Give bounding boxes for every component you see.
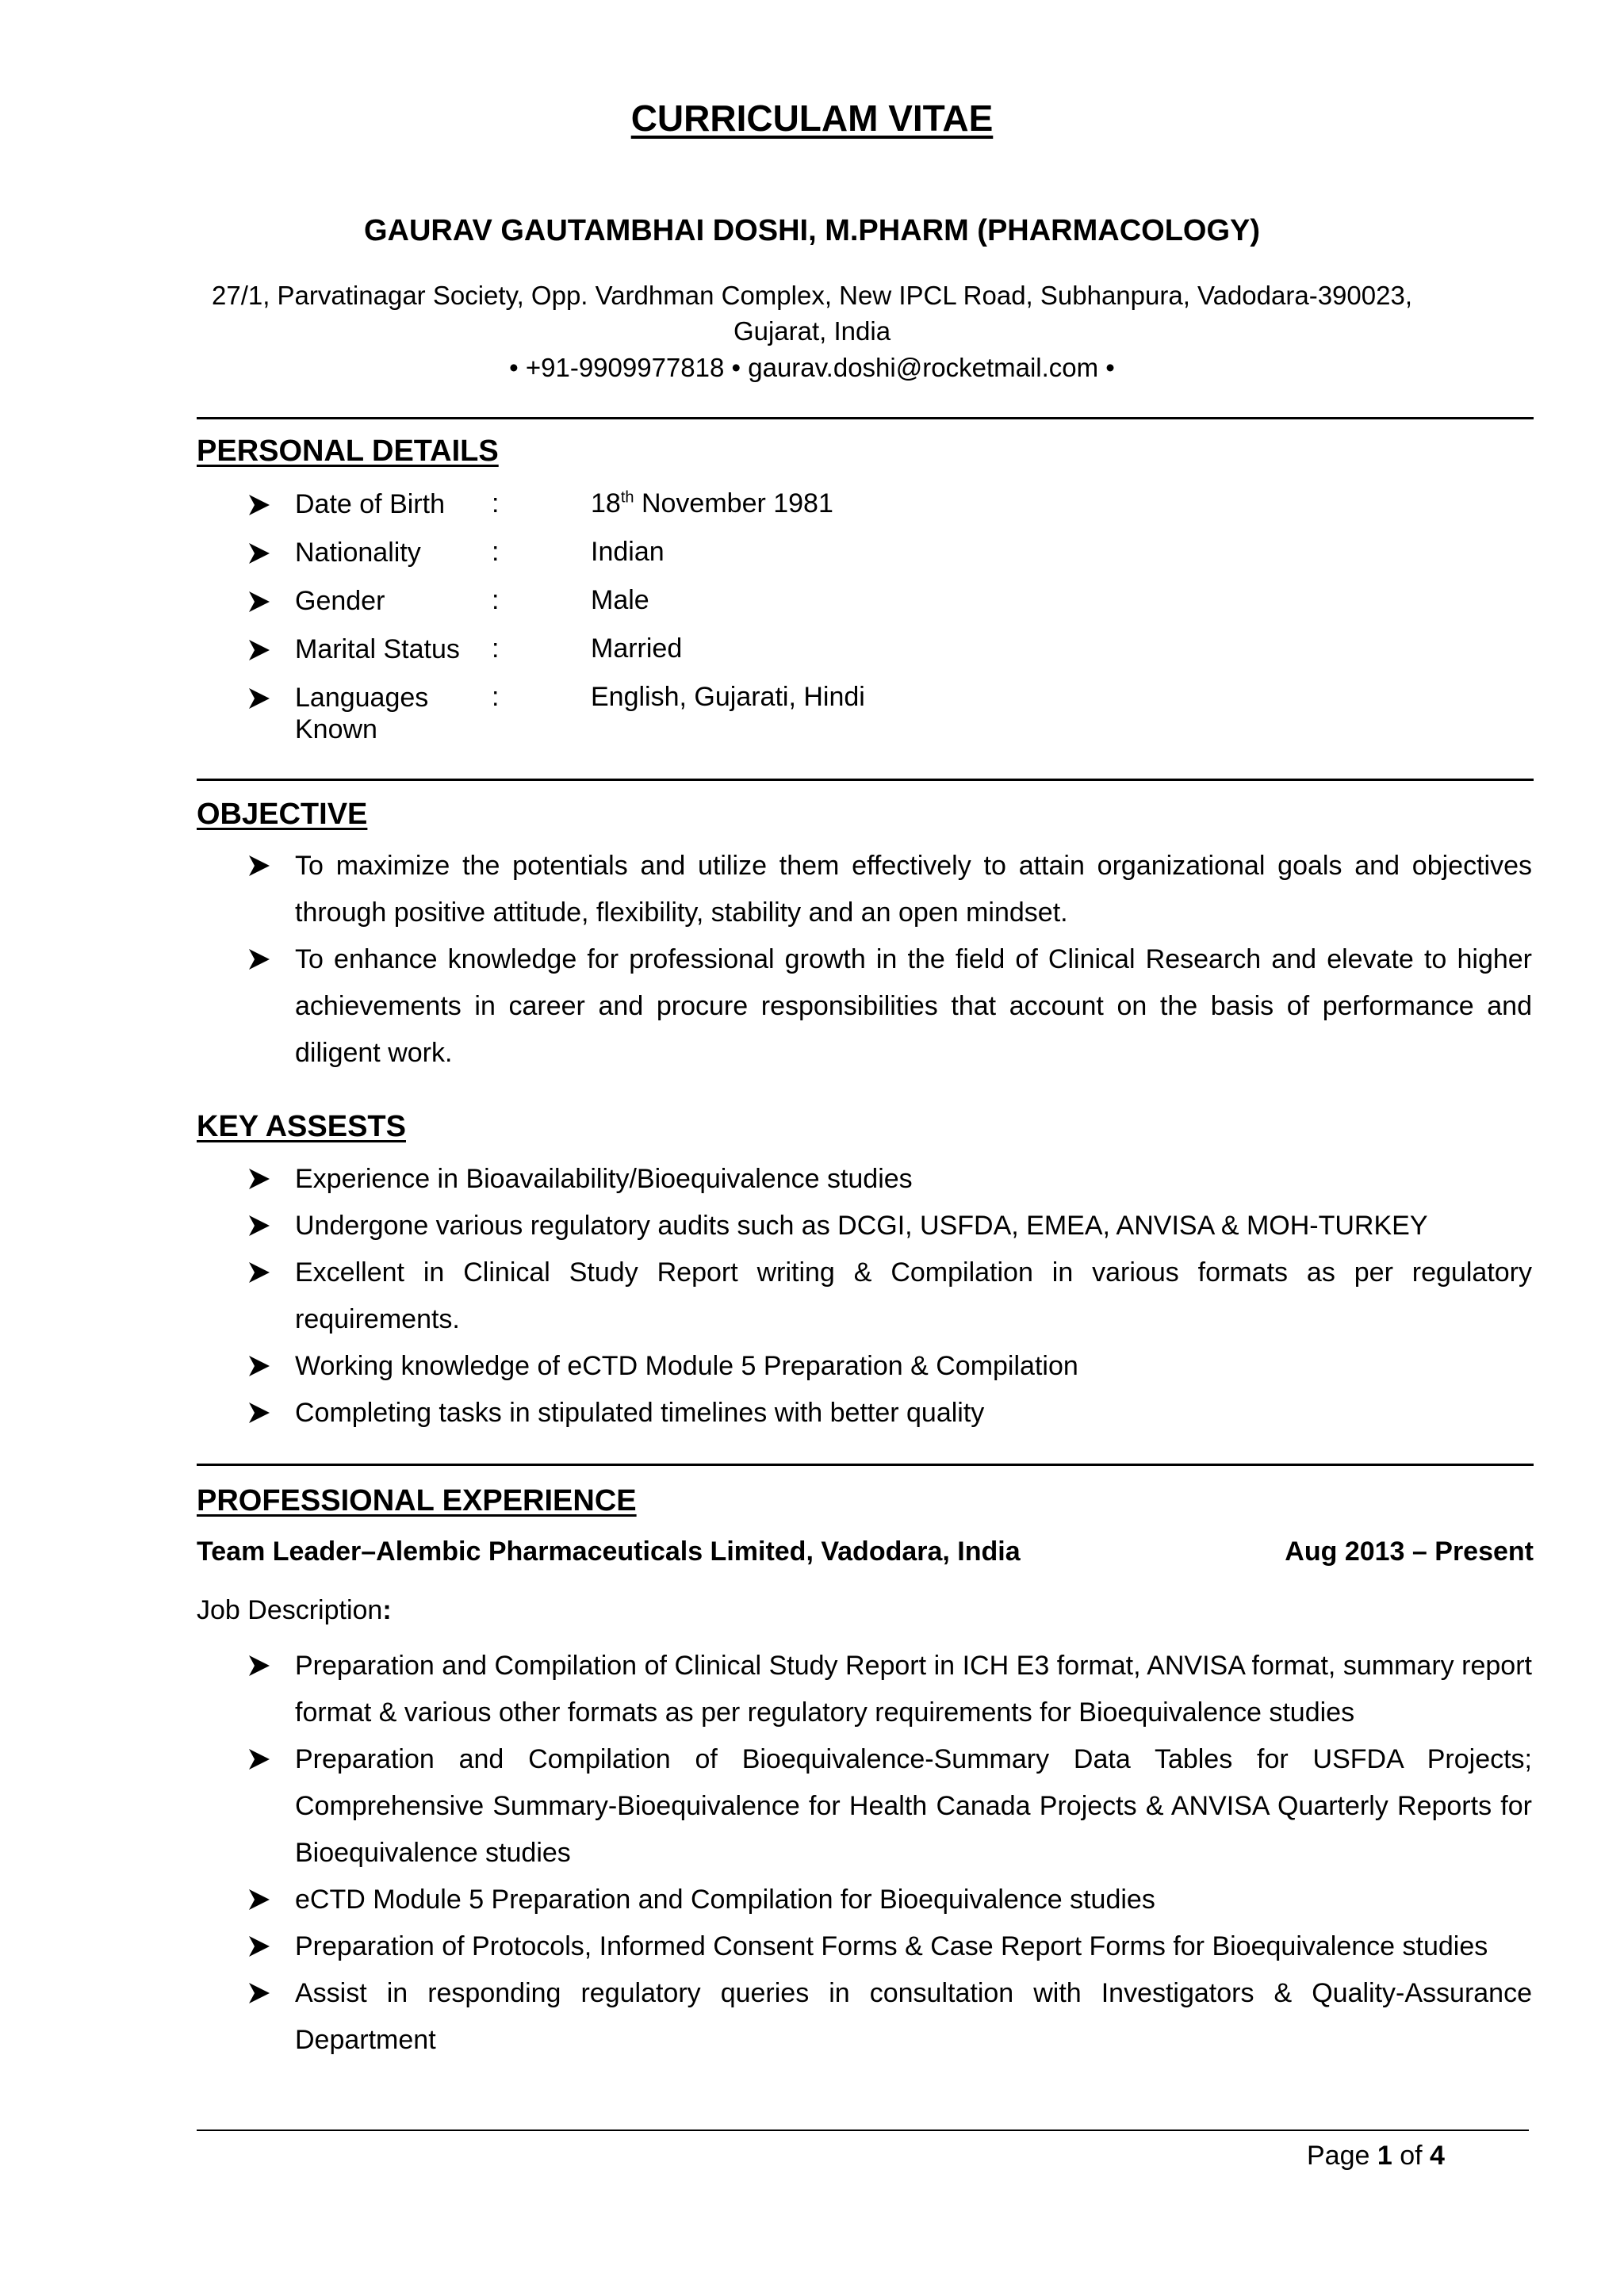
arrow-bullet-icon bbox=[247, 1261, 271, 1284]
arrow-bullet-icon bbox=[247, 493, 271, 517]
arrow-bullet-icon bbox=[247, 1981, 271, 2005]
detail-value: 18th November 1981 bbox=[591, 488, 833, 519]
key-asset-item: Undergone various regulatory audits such as DCGI, USFDA, EMEA, ANVISA & MOH-TURKEY bbox=[295, 1211, 1428, 1241]
detail-colon: : bbox=[492, 682, 500, 712]
address-line-1: 27/1, Parvatinagar Society, Opp. Vardhman Complex, New IPCL Road, Subhanpura, Vadodara-390023, bbox=[211, 281, 1412, 310]
objective-item: To maximize the potentials and utilize them effectively to attain organizational goals and objectives through positive attitude, flexibility, stability and an open mindset. bbox=[295, 851, 1532, 928]
arrow-bullet-icon bbox=[247, 854, 271, 878]
page-number: Page 1 of 4 bbox=[1307, 2141, 1445, 2171]
divider bbox=[197, 1464, 1534, 1466]
job-duty-item: Preparation and Compilation of Clinical Study Report in ICH E3 format, ANVISA format, summary report format & various other formats as per regulatory requirements for Bioequivalence studies bbox=[295, 1651, 1532, 1728]
job-duty-item: Preparation of Protocols, Informed Consent Forms & Case Report Forms for Bioequivalence studies bbox=[295, 1931, 1488, 1961]
footer-divider bbox=[197, 2130, 1529, 2131]
arrow-bullet-icon bbox=[247, 1354, 271, 1378]
arrow-bullet-icon bbox=[247, 1401, 271, 1425]
objective-item: To enhance knowledge for professional growth in the field of Clinical Research and elevate to higher achievements in career and procure responsibilities that account on the basis of performance and diligent work. bbox=[295, 944, 1532, 1068]
key-asset-item: Excellent in Clinical Study Report writing & Compilation in various formats as per regulatory requirements. bbox=[295, 1257, 1532, 1334]
section-heading-key-assets: KEY ASSESTS bbox=[197, 1110, 406, 1143]
arrow-bullet-icon bbox=[247, 638, 271, 662]
job-header bbox=[197, 1536, 1534, 1567]
divider bbox=[197, 417, 1534, 419]
detail-colon: : bbox=[492, 633, 500, 664]
key-asset-item: Completing tasks in stipulated timelines with better quality bbox=[295, 1398, 985, 1428]
section-heading-experience: PROFESSIONAL EXPERIENCE bbox=[197, 1484, 637, 1517]
job-duty-item: Preparation and Compilation of Bioequivalence-Summary Data Tables for USFDA Projects; Comprehensive Summary-Bioequivalence for Health Canada Projects & ANVISA Quarterly Reports for Bioequivalence studies bbox=[295, 1744, 1532, 1868]
key-asset-item: Working knowledge of eCTD Module 5 Preparation & Compilation bbox=[295, 1351, 1078, 1381]
contact-line: • +91-9909977818 • gaurav.doshi@rocketmail.com • bbox=[509, 353, 1115, 382]
arrow-bullet-icon bbox=[247, 687, 271, 710]
job-period: Aug 2013 – Present bbox=[1285, 1536, 1534, 1567]
detail-value: Indian bbox=[591, 537, 665, 567]
detail-value: English, Gujarati, Hindi bbox=[591, 682, 865, 712]
job-role: Team Leader–Alembic Pharmaceuticals Limited, Vadodara, India bbox=[197, 1536, 1021, 1567]
key-asset-item: Experience in Bioavailability/Bioequivalence studies bbox=[295, 1164, 913, 1194]
arrow-bullet-icon bbox=[247, 1214, 271, 1238]
arrow-bullet-icon bbox=[247, 1167, 271, 1191]
detail-colon: : bbox=[492, 488, 500, 519]
job-duty-item: eCTD Module 5 Preparation and Compilation for Bioequivalence studies bbox=[295, 1885, 1155, 1915]
section-heading-personal-details: PERSONAL DETAILS bbox=[197, 434, 499, 468]
arrow-bullet-icon bbox=[247, 1747, 271, 1771]
address-line-2: Gujarat, India bbox=[733, 316, 891, 346]
job-duty-item: Assist in responding regulatory queries in consultation with Investigators & Quality-Assurance Department bbox=[295, 1978, 1532, 2055]
arrow-bullet-icon bbox=[247, 590, 271, 614]
arrow-bullet-icon bbox=[247, 947, 271, 971]
section-heading-objective: OBJECTIVE bbox=[197, 798, 368, 831]
detail-label: Languages Known bbox=[295, 683, 429, 744]
detail-value: Male bbox=[591, 585, 649, 615]
arrow-bullet-icon bbox=[247, 1934, 271, 1958]
arrow-bullet-icon bbox=[247, 1888, 271, 1911]
candidate-name: GAURAV GAUTAMBHAI DOSHI, M.PHARM (PHARMACOLOGY) bbox=[363, 214, 1261, 247]
arrow-bullet-icon bbox=[247, 1654, 271, 1678]
detail-label: Gender bbox=[295, 586, 385, 616]
job-description-label: Job Description: bbox=[197, 1595, 392, 1625]
detail-colon: : bbox=[492, 585, 500, 615]
detail-value: Married bbox=[591, 633, 683, 664]
divider bbox=[197, 779, 1534, 781]
arrow-bullet-icon bbox=[247, 541, 271, 565]
detail-label: Nationality bbox=[295, 538, 421, 568]
document-title: CURRICULAM VITAE bbox=[630, 98, 994, 139]
detail-label: Date of Birth bbox=[295, 489, 445, 519]
detail-label: Marital Status bbox=[295, 634, 460, 664]
detail-colon: : bbox=[492, 537, 500, 567]
